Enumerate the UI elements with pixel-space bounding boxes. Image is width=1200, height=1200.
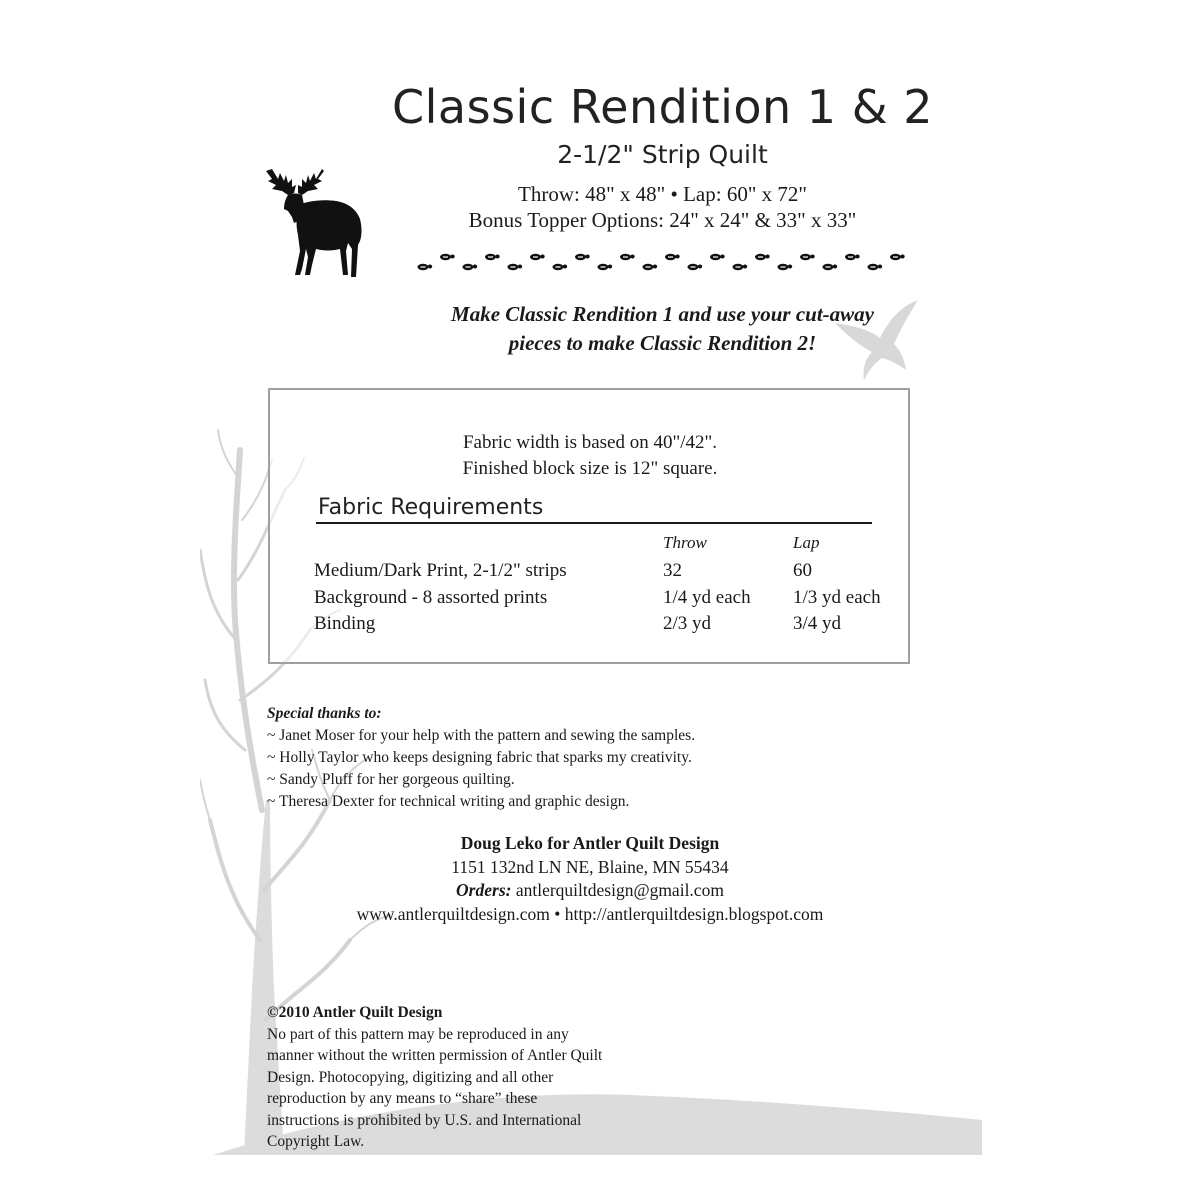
track-print-icon <box>598 264 613 270</box>
copyright-line: instructions is prohibited by U.S. and International <box>267 1111 582 1129</box>
row-throw: 2/3 yd <box>663 613 712 634</box>
copyright-line: Design. Photocopying, digitizing and all other <box>267 1068 554 1086</box>
fabric-requirements-box <box>268 388 910 664</box>
row-throw: 32 <box>663 560 682 581</box>
fabric-requirements-heading: Fabric Requirements <box>318 495 544 520</box>
row-lap: 3/4 yd <box>793 613 842 634</box>
track-print-icon <box>890 254 905 260</box>
track-print-icon <box>463 264 478 270</box>
track-print-icon <box>620 254 635 260</box>
track-print-icon <box>710 254 725 260</box>
table-row <box>314 587 914 613</box>
thanks-heading: Special thanks to: <box>267 705 382 722</box>
track-print-icon <box>530 254 545 260</box>
fabric-note <box>270 430 910 482</box>
track-print-icon <box>800 254 815 260</box>
copyright-heading: ©2010 Antler Quilt Design <box>267 1004 443 1021</box>
fabric-note-line-1: Fabric width is based on 40"/42". <box>462 432 718 453</box>
table-row <box>314 613 914 639</box>
fabric-note-line-2: Finished block size is 12" square. <box>462 458 718 479</box>
special-thanks <box>267 703 867 813</box>
row-item: Binding <box>314 613 376 634</box>
address: 1151 132nd LN NE, Blaine, MN 55434 <box>451 856 729 877</box>
moose-silhouette-icon <box>262 165 372 280</box>
track-print-icon <box>823 264 838 270</box>
website-links[interactable]: www.antlerquiltdesign.com • http://antlerquiltdesign.blogspot.com <box>356 903 824 924</box>
track-print-icon <box>575 254 590 260</box>
tagline-line-1: Make Classic Rendition 1 and use your cut-away <box>451 302 874 326</box>
track-print-icon <box>688 264 703 270</box>
track-print-icon <box>418 264 433 270</box>
track-print-icon <box>485 254 500 260</box>
designer-name: Doug Leko for Antler Quilt Design <box>460 833 720 853</box>
list-item: ~ Janet Moser for your help with the pattern and sewing the samples. <box>267 727 696 744</box>
copyright-block <box>267 1002 677 1153</box>
row-item: Medium/Dark Print, 2-1/2" strips <box>314 560 567 581</box>
list-item: ~ Sandy Pluff for her gorgeous quilting. <box>267 771 515 788</box>
track-print-icon <box>845 254 860 260</box>
copyright-line: manner without the written permission of Antler Quilt <box>267 1047 603 1064</box>
size-line-1: Throw: 48" x 48" • Lap: 60" x 72" <box>518 182 807 206</box>
row-lap: 60 <box>793 560 812 581</box>
track-print-icon <box>755 254 770 260</box>
pattern-title: Classic Rendition 1 & 2 <box>392 80 933 134</box>
orders-label: Orders: <box>456 880 512 900</box>
tagline-line-2: pieces to make Classic Rendition 2! <box>508 331 817 355</box>
orders-email[interactable]: antlerquiltdesign@gmail.com <box>515 880 724 900</box>
row-throw: 1/4 yd each <box>663 587 751 608</box>
size-options <box>390 181 935 233</box>
table-row <box>314 560 914 586</box>
copyright-line: No part of this pattern may be reproduced in any <box>267 1025 569 1043</box>
column-header-throw: Throw <box>663 533 707 552</box>
size-line-2: Bonus Topper Options: 24" x 24" & 33" x 33" <box>468 208 857 232</box>
track-print-icon <box>440 254 455 260</box>
row-item: Background - 8 assorted prints <box>314 587 548 608</box>
track-print-icon <box>733 264 748 270</box>
copyright-line: Copyright Law. <box>267 1133 365 1150</box>
row-lap: 1/3 yd each <box>793 587 881 608</box>
contact-block <box>300 832 880 926</box>
copyright-line: reproduction by any means to “share” these <box>267 1090 538 1107</box>
list-item: ~ Theresa Dexter for technical writing and graphic design. <box>267 793 630 810</box>
pattern-subtitle: 2-1/2" Strip Quilt <box>557 140 768 169</box>
track-print-icon <box>665 254 680 260</box>
track-print-icon <box>553 264 568 270</box>
track-print-icon <box>778 264 793 270</box>
tagline <box>410 300 915 358</box>
list-item: ~ Holly Taylor who keeps designing fabric that sparks my creativity. <box>267 749 692 766</box>
track-print-icon <box>868 264 883 270</box>
animal-tracks-icon <box>415 248 910 278</box>
track-print-icon <box>643 264 658 270</box>
column-header-lap: Lap <box>793 533 820 552</box>
orders-line <box>300 879 880 903</box>
track-print-icon <box>508 264 523 270</box>
heading-rule <box>316 522 872 524</box>
